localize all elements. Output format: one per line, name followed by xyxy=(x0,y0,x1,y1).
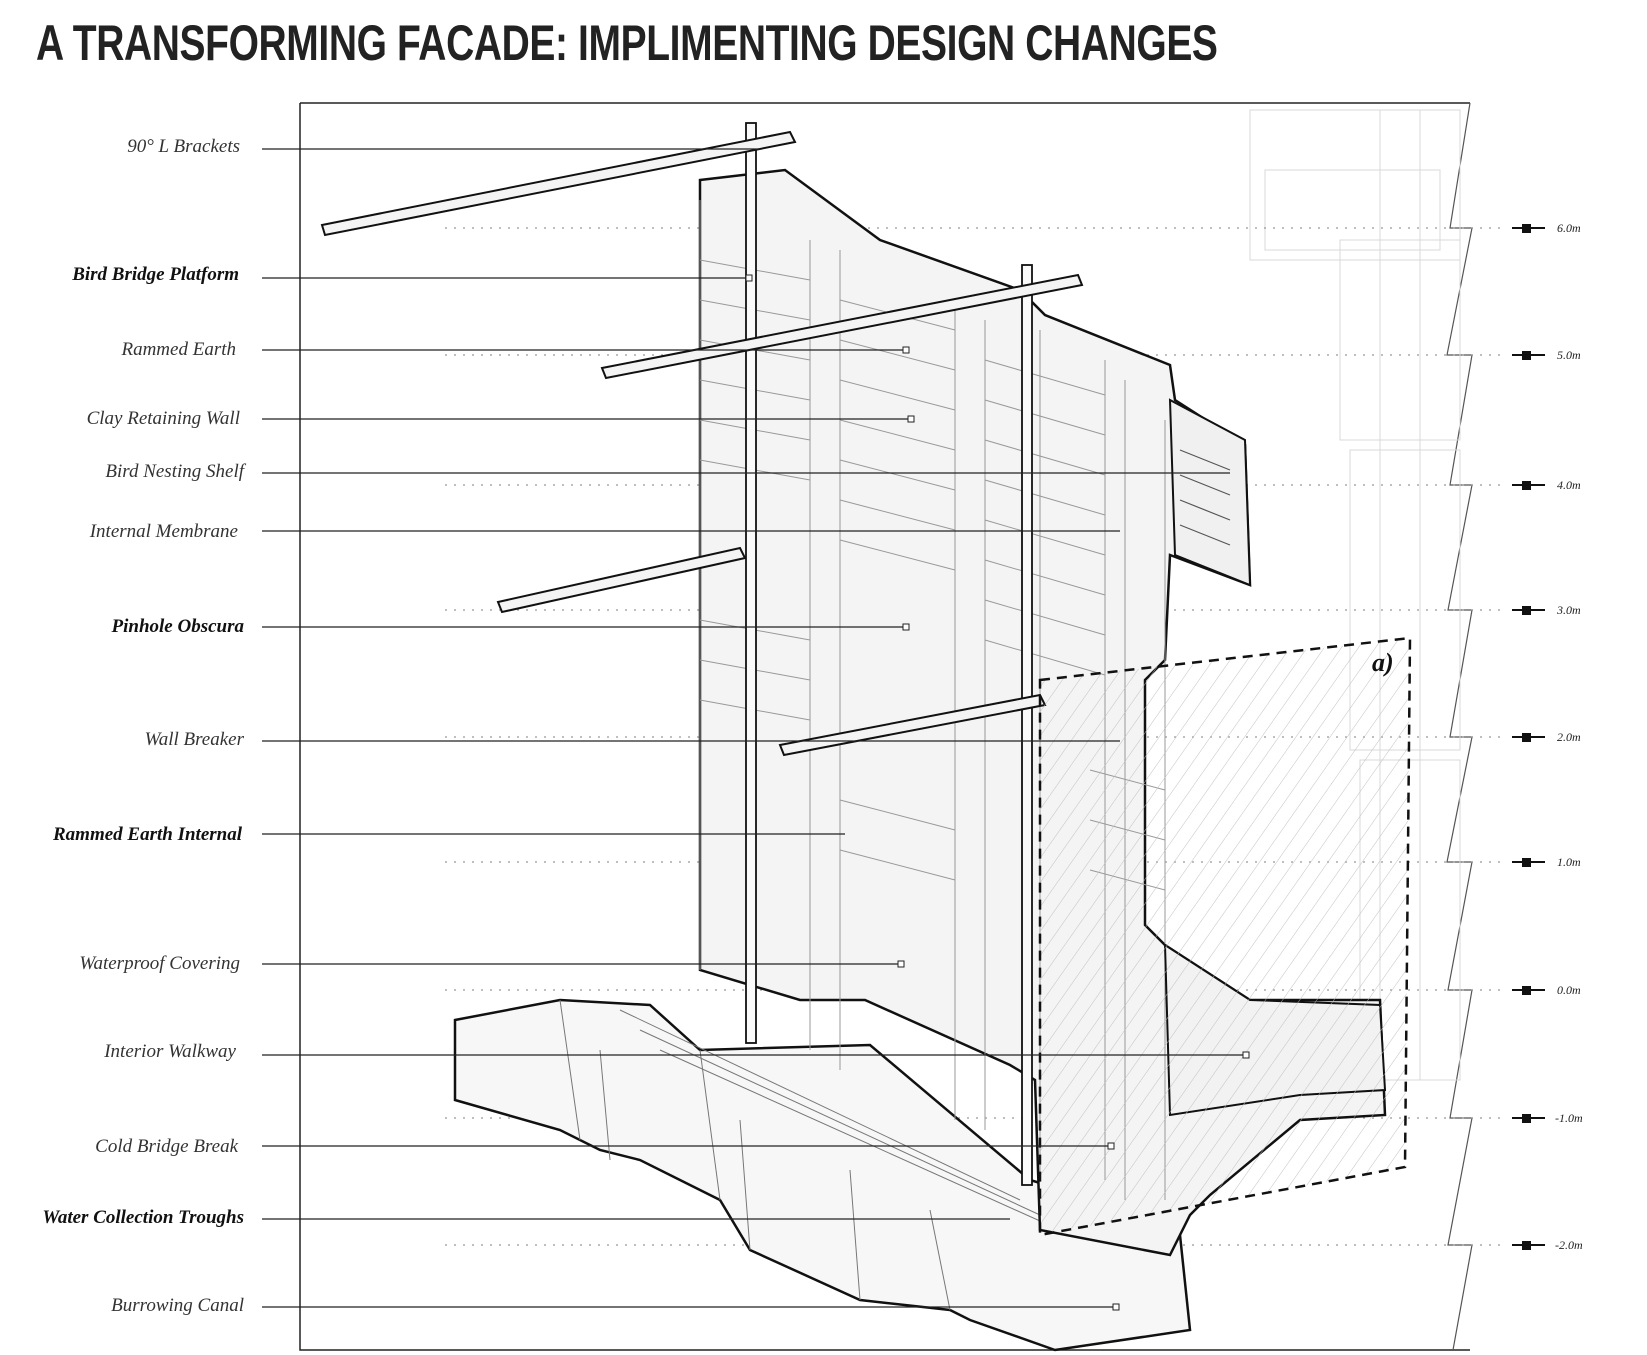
page-title: A TRANSFORMING FACADE: IMPLIMENTING DESIGN CHANGES xyxy=(36,15,1218,71)
level-label-6: 6.0m xyxy=(1557,221,1581,235)
label-pinhole-obscura: Pinhole Obscura xyxy=(111,616,244,637)
label-bird-bridge-platform: Bird Bridge Platform xyxy=(72,264,239,285)
level-label-4: 4.0m xyxy=(1557,478,1581,492)
label-cold-bridge-break: Cold Bridge Break xyxy=(95,1136,238,1157)
label-waterproof-covering: Waterproof Covering xyxy=(79,953,240,974)
label-water-collection-troughs: Water Collection Troughs xyxy=(42,1207,244,1228)
label-burrowing-canal: Burrowing Canal xyxy=(111,1295,244,1316)
level-label-3: 3.0m xyxy=(1557,603,1581,617)
detail-marker-a: a) xyxy=(1372,648,1394,677)
label-rammed-earth-internal: Rammed Earth Internal xyxy=(53,824,242,845)
label-wall-breaker: Wall Breaker xyxy=(144,729,244,750)
label-internal-membrane: Internal Membrane xyxy=(89,521,238,542)
label-interior-walkway: Interior Walkway xyxy=(104,1041,236,1062)
level-label-minus-1: -1.0m xyxy=(1555,1111,1583,1125)
label-bird-nesting-shelf: Bird Nesting Shelf xyxy=(105,461,244,482)
level-label-minus-2: -2.0m xyxy=(1555,1238,1583,1252)
nesting-box xyxy=(1170,400,1250,585)
level-label-0: 0.0m xyxy=(1557,983,1581,997)
label-90-l-brackets: 90° L Brackets xyxy=(127,136,240,157)
level-label-2: 2.0m xyxy=(1557,730,1581,744)
level-label-1: 1.0m xyxy=(1557,855,1581,869)
label-rammed-earth: Rammed Earth xyxy=(121,339,236,360)
level-label-5: 5.0m xyxy=(1557,348,1581,362)
level-ticks xyxy=(1512,225,1545,1249)
label-clay-retaining-wall: Clay Retaining Wall xyxy=(86,408,240,429)
